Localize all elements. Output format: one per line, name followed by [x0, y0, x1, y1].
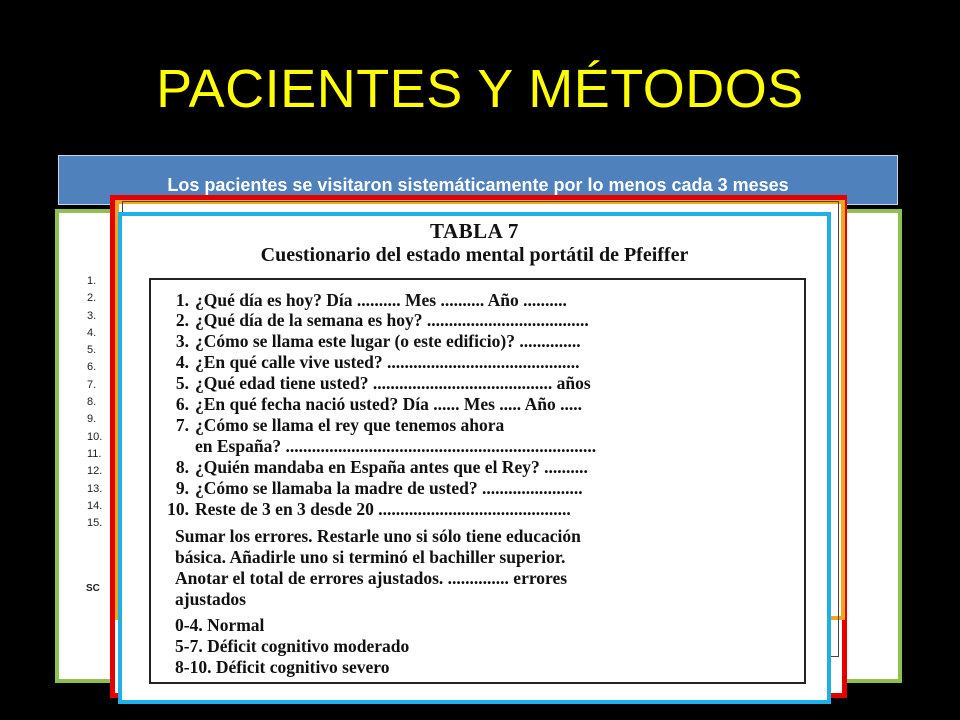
slide-title: PACIENTES Y MÉTODOS	[156, 59, 804, 119]
list-number: 15.	[87, 517, 103, 530]
question-text: en España? .......................................................................	[195, 436, 597, 456]
question-row	[159, 310, 809, 331]
scoring-line: 0-4. Normal	[175, 615, 265, 635]
question-text: ¿Qué edad tiene usted? ......................................... años	[195, 373, 591, 393]
instruction-line: ajustados	[175, 589, 246, 609]
instruction-line: Sumar los errores. Restarle uno si sólo tiene educación	[175, 526, 581, 546]
question-row	[159, 478, 809, 499]
question-number: 1.	[175, 290, 189, 310]
front-card-document	[118, 212, 831, 704]
list-number: 11.	[87, 447, 102, 460]
question-row	[159, 331, 809, 352]
subtitle-banner: Los pacientes se visitaron sistemáticamente por lo menos cada 3 meses	[58, 155, 898, 205]
question-row	[159, 290, 809, 311]
question-number: 8.	[175, 457, 189, 477]
question-text: ¿En qué fecha nació usted? Día ...... Mes ..... Año .....	[195, 394, 582, 414]
question-number: 6.	[175, 394, 189, 414]
question-row	[159, 415, 809, 436]
question-text: ¿Quién mandaba en España antes que el Rey? ..........	[195, 457, 588, 477]
question-text: ¿En qué calle vive usted? ............................................	[195, 352, 580, 372]
question-row	[159, 352, 809, 373]
list-number: 9.	[87, 413, 97, 426]
question-number: 9.	[175, 478, 189, 498]
question-number: 7.	[175, 415, 189, 435]
scoring-line: 8-10. Déficit cognitivo severo	[175, 657, 390, 677]
question-text: ¿Cómo se llamaba la madre de usted? .......................	[195, 478, 583, 498]
back-card-footer: SC	[86, 583, 100, 594]
list-number: 1.	[87, 275, 97, 287]
instruction-line: Anotar el total de errores ajustados. .............. errores	[175, 568, 568, 588]
question-text: ¿Cómo se llama este lugar (o este edificio)? ..............	[195, 331, 581, 351]
question-text: ¿Cómo se llama el rey que tenemos ahora	[195, 415, 505, 435]
question-row	[159, 499, 809, 520]
list-number: 13.	[87, 482, 103, 495]
question-row	[159, 394, 809, 415]
instruction-line: básica. Añadirle uno si terminó el bachiller superior.	[175, 547, 566, 567]
list-number: 5.	[87, 344, 97, 357]
table-label: TABLA 7	[430, 219, 519, 243]
list-number: 6.	[87, 361, 97, 374]
question-row	[159, 457, 809, 478]
question-row	[159, 373, 809, 394]
table-title: Cuestionario del estado mental portátil de Pfeiffer	[260, 244, 689, 266]
scoring-line: 5-7. Déficit cognitivo moderado	[175, 636, 410, 656]
question-text: Reste de 3 en 3 desde 20 ............................................	[195, 499, 571, 519]
list-number: 14.	[87, 499, 103, 512]
list-number: 3.	[87, 309, 97, 322]
numbered-list	[87, 273, 102, 532]
question-text: ¿Qué día es hoy? Día .......... Mes .......... Año ..........	[195, 290, 567, 310]
question-number: 2.	[175, 310, 189, 330]
question-text: ¿Qué día de la semana es hoy? .....................................	[195, 310, 589, 330]
question-row	[159, 436, 809, 457]
question-number: 5.	[175, 373, 189, 393]
question-number: 3.	[175, 331, 189, 351]
list-number: 7.	[87, 378, 97, 391]
questionnaire-box	[149, 278, 806, 684]
list-number: 12.	[87, 465, 103, 478]
list-number: 8.	[87, 396, 97, 409]
list-number: 10.	[87, 430, 103, 443]
list-number: 4.	[87, 326, 97, 339]
list-number: 2.	[87, 292, 97, 305]
question-number: 10.	[167, 499, 189, 519]
question-number: 4.	[175, 352, 189, 372]
